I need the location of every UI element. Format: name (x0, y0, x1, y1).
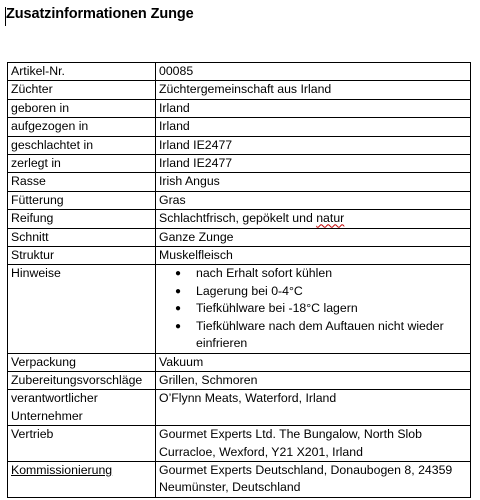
row-label: zerlegt in (8, 155, 156, 173)
row-label: Verpackung (8, 353, 156, 371)
row-value (156, 265, 471, 353)
table-row (8, 371, 471, 389)
table-row (8, 426, 471, 462)
row-value: Irish Angus (156, 173, 471, 191)
info-table (7, 62, 471, 498)
row-value: Gras (156, 191, 471, 209)
row-label: Fütterung (8, 191, 156, 209)
list-item: ● Tiefkühlware bei -18°C lagern (196, 300, 467, 317)
page-title: Zusatzinformationen Zunge (6, 6, 194, 22)
table-row (8, 99, 471, 117)
table-row (8, 390, 471, 426)
row-label: Rasse (8, 173, 156, 191)
table-row (8, 265, 471, 353)
row-label: verantwortlicher Unternehmer (8, 390, 156, 426)
table-row (8, 353, 471, 371)
bullet-icon: ● (175, 303, 182, 315)
table-row (8, 81, 471, 99)
hinweise-list (159, 265, 467, 352)
row-value: Grillen, Schmoren (156, 371, 471, 389)
value-text: Schlachtfrisch, gepökelt und (159, 211, 317, 226)
row-value: O’Flynn Meats, Waterford, Irland (156, 390, 471, 426)
row-value: Ganze Zunge (156, 228, 471, 246)
row-label-text: Kommissionierung (11, 462, 113, 477)
table-row (8, 118, 471, 136)
bullet-icon: ● (175, 268, 182, 280)
table-row (8, 136, 471, 154)
row-value: Gourmet Experts Ltd. The Bungalow, North Slob Curracloe, Wexford, Y21 X201, Irland (156, 426, 471, 462)
row-value: Züchtergemeinschaft aus Irland (156, 81, 471, 99)
row-value: Irland IE2477 (156, 136, 471, 154)
list-item: ● Lagerung bei 0-4°C (196, 283, 467, 300)
row-label: Hinweise (8, 265, 156, 353)
table-row (8, 461, 471, 497)
row-label: Züchter (8, 81, 156, 99)
row-value: Irland (156, 118, 471, 136)
row-value: 00085 (156, 63, 471, 81)
table-row (8, 191, 471, 209)
row-value: Gourmet Experts Deutschland, Donaubogen 8, 24359 Neumünster, Deutschland (156, 461, 471, 497)
row-label: Reifung (8, 210, 156, 228)
row-label: Vertrieb (8, 426, 156, 462)
row-label: Zubereitungsvorschläge (8, 371, 156, 389)
row-value (156, 210, 471, 228)
row-label (8, 461, 156, 497)
table-row (8, 63, 471, 81)
table-row (8, 173, 471, 191)
spellcheck-word: natur (316, 211, 345, 226)
bullet-icon: ● (175, 320, 182, 332)
row-value: Vakuum (156, 353, 471, 371)
row-label: aufgezogen in (8, 118, 156, 136)
list-item: ● nach Erhalt sofort kühlen (196, 265, 467, 282)
row-label: Struktur (8, 247, 156, 265)
table-row (8, 228, 471, 246)
row-label: Artikel-Nr. (8, 63, 156, 81)
row-value: Muskelfleisch (156, 247, 471, 265)
row-value: Irland (156, 99, 471, 117)
table-row (8, 247, 471, 265)
row-label: geboren in (8, 99, 156, 117)
row-label: Schnitt (8, 228, 156, 246)
row-value: Irland IE2477 (156, 155, 471, 173)
bullet-icon: ● (175, 285, 182, 297)
row-label: geschlachtet in (8, 136, 156, 154)
list-item: ● Tiefkühlware nach dem Auftauen nicht wieder einfrieren (175, 318, 444, 351)
table-row (8, 155, 471, 173)
table-row (8, 210, 471, 228)
